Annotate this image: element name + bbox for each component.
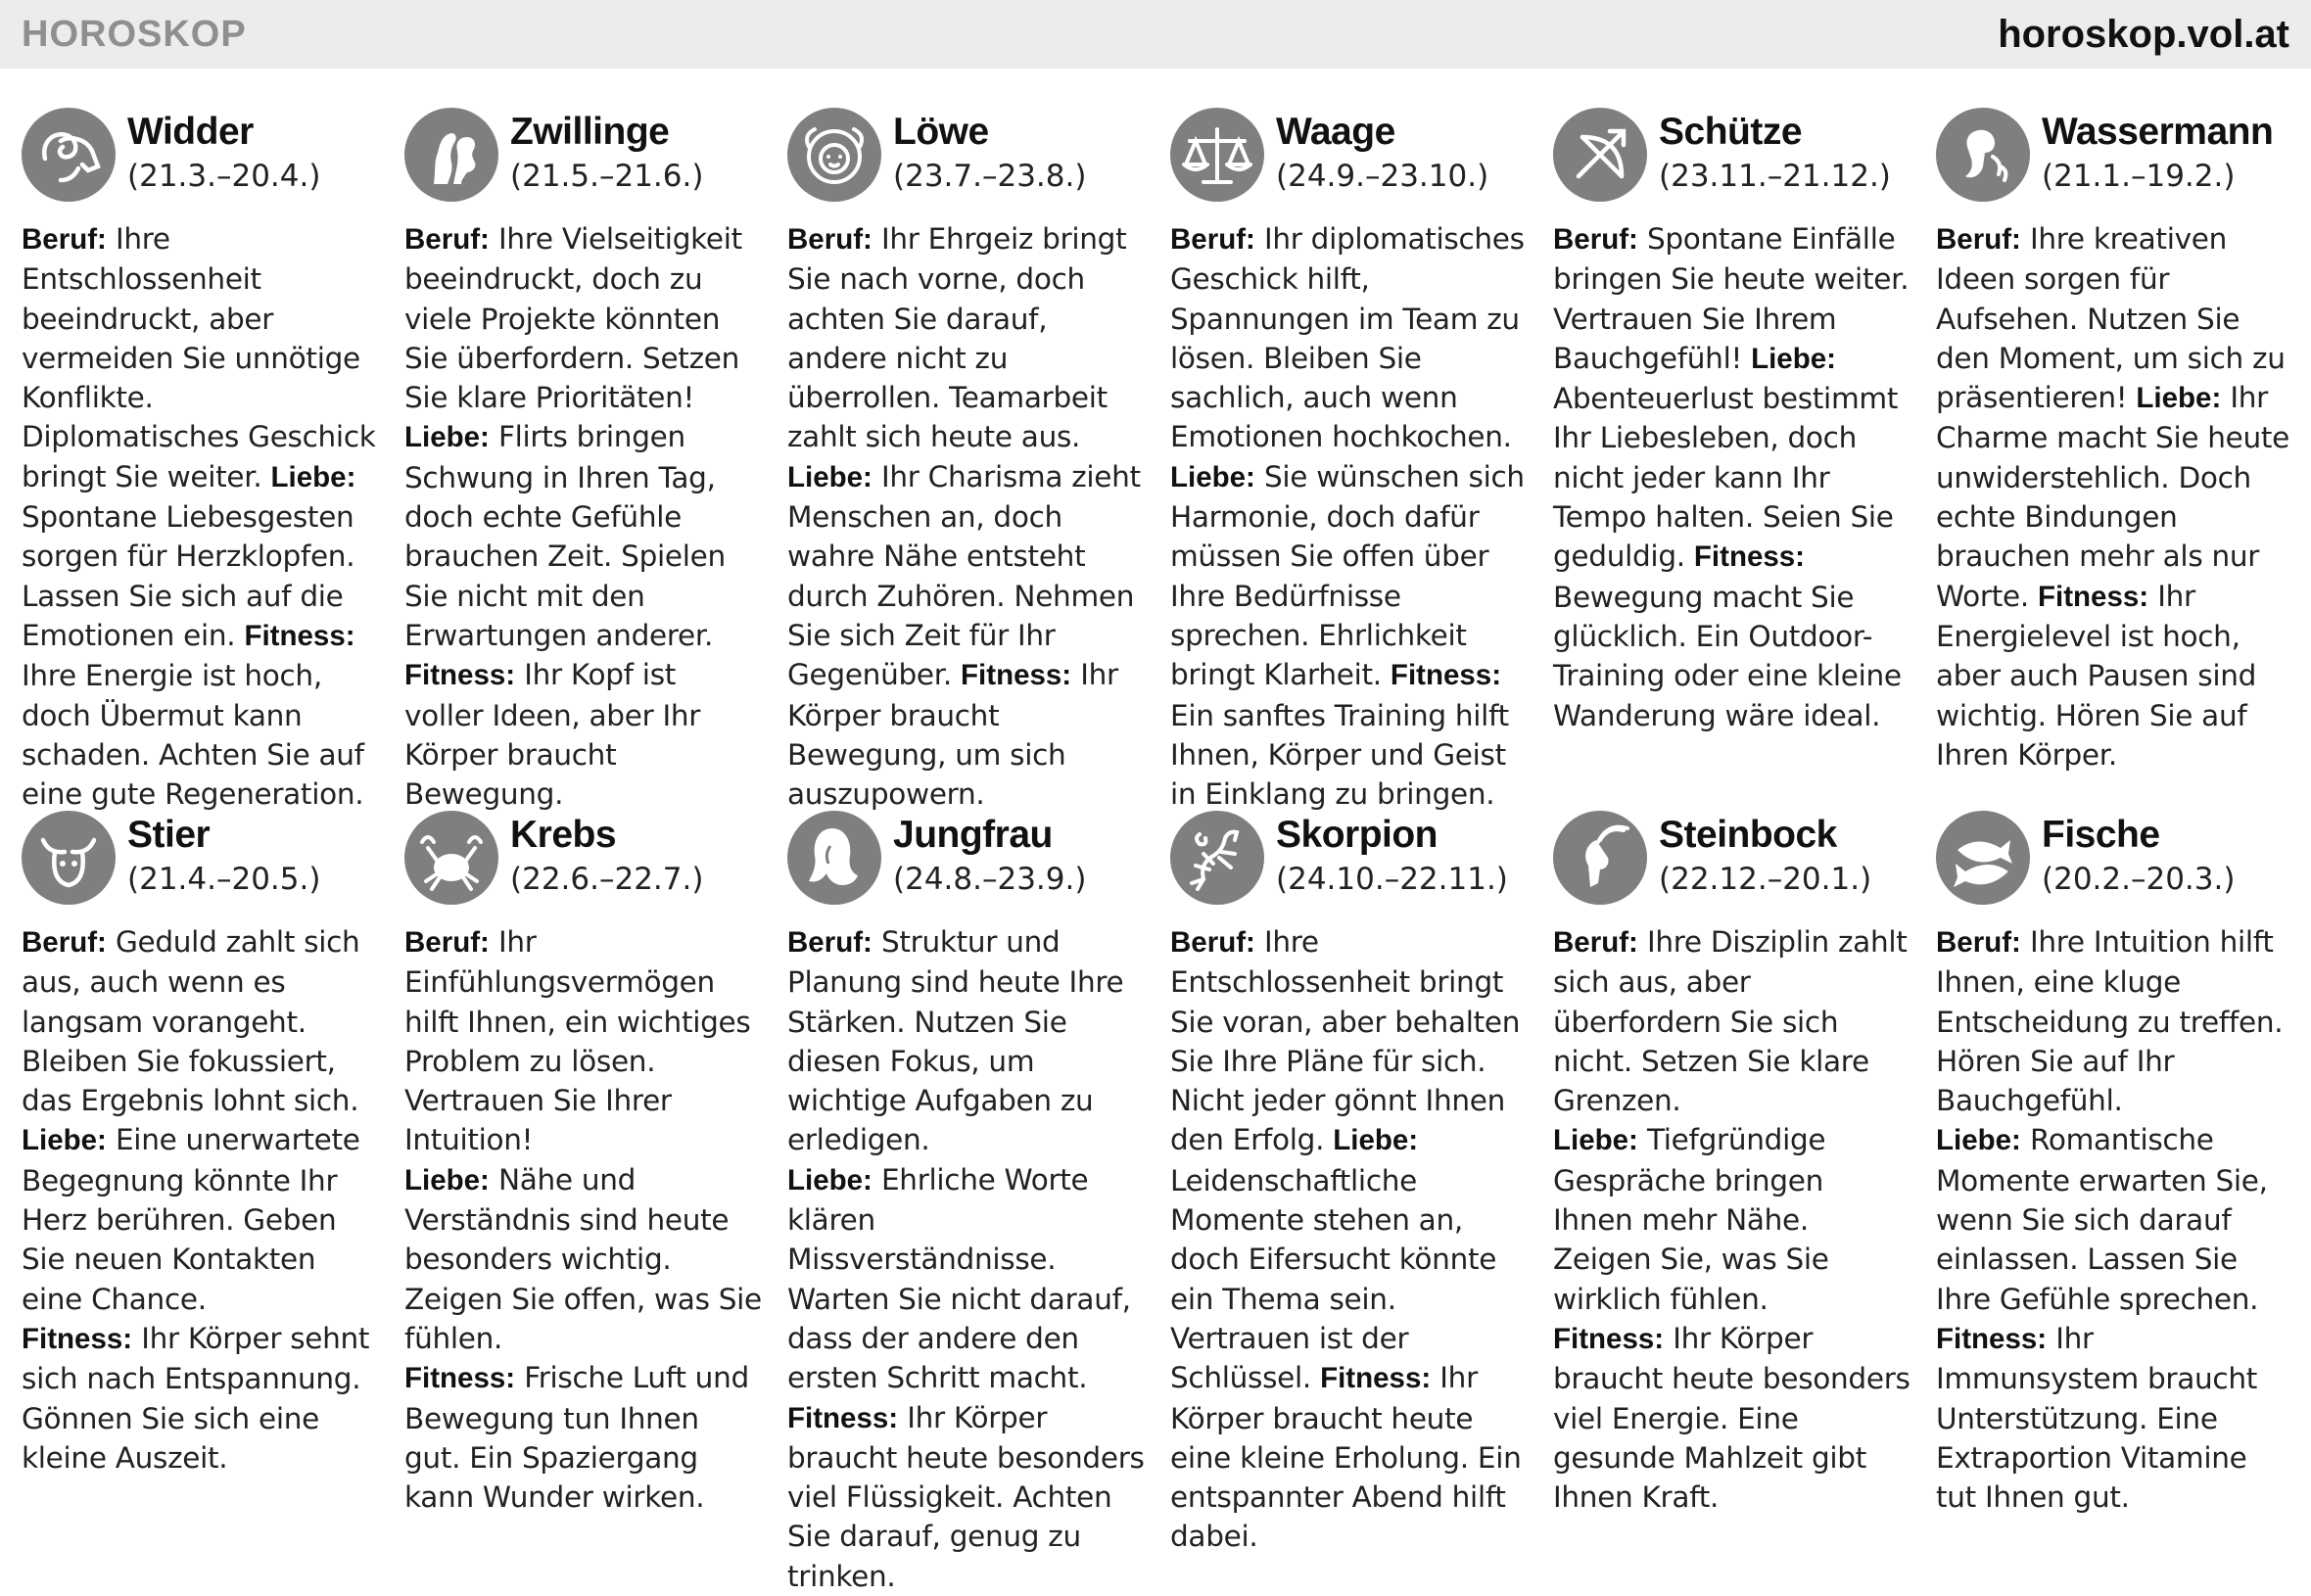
liebe-text: Sie wünschen sich Harmonie, doch dafür müssen Sie offen über Ihre Bedürfnisse sprechen. Ehrlichkeit bringt Klarheit. [1170,459,1525,692]
sign-text [1936,219,2293,775]
label-liebe: Liebe: [2136,382,2222,415]
label-liebe: Liebe: [1553,1124,1638,1157]
virgo-maiden-icon [787,811,881,905]
sign-name: Widder [127,111,254,153]
sign-wassermann [1936,106,2293,775]
beruf-text: Spontane Einfälle bringen Sie heute weiter. Vertrauen Sie Ihrem Bauchgefühl! [1553,222,1910,375]
fitness-text: Ihre Energie ist hoch, doch Übermut kann schaden. Achten Sie auf eine gute Regeneration. [22,659,364,812]
liebe-text: Romantische Momente erwarten Sie, wenn Sie sich darauf einlassen. Lassen Sie Ihre Gefühle sprechen. [1936,1123,2268,1316]
label-liebe: Liebe: [1333,1124,1419,1157]
beruf-text: Ihre Entschlossenheit bringt Sie voran, aber behalten Sie Ihre Pläne für sich. Nicht jeder gönnt Ihnen den Erfolg. [1170,925,1521,1157]
beruf-text: Ihre Entschlossenheit beeindruckt, aber vermeiden Sie unnötige Konflikte. Diplomatisches Geschick bringt Sie weiter. [22,222,376,493]
sign-name: Steinbock [1659,814,1837,856]
label-beruf: Beruf: [1170,926,1255,959]
fitness-text: Ihr Kopf ist voller Ideen, aber Ihr Körper braucht Bewegung. [404,658,701,812]
sign-text [22,219,379,814]
sign-dates: (20.2.–20.3.) [2042,862,2236,897]
fitness-text: Ihr Körper braucht heute besonders viel Energie. Eine gesunde Mahlzeit gibt Ihnen Kraft. [1553,1321,1910,1515]
sign-dates: (21.5.–21.6.) [510,159,704,194]
beruf-text: Ihr Einfühlungsvermögen hilft Ihnen, ein wichtiges Problem zu lösen. Vertrauen Sie Ihrer Intuition! [404,925,751,1157]
taurus-bull-icon [22,811,116,905]
beruf-text: Ihr Ehrgeiz bringt Sie nach vorne, doch achten Sie darauf, andere nicht zu überrollen. Teamarbeit zahlt sich heute aus. [787,222,1127,454]
label-fitness: Fitness: [1936,1322,2048,1355]
label-beruf: Beruf: [404,926,490,959]
sign-name: Waage [1276,111,1395,153]
sign-name: Jungfrau [893,814,1053,856]
cancer-crab-icon [404,811,498,905]
sign-steinbock [1553,809,1910,1517]
label-liebe: Liebe: [404,421,490,454]
fitness-text: Ihr Körper braucht heute eine kleine Erholung. Ein entspannter Abend hilft dabei. [1170,1361,1522,1554]
sign-name: Löwe [893,111,989,153]
label-liebe: Liebe: [22,1124,107,1157]
gemini-twins-icon [404,108,498,202]
capricorn-goat-icon [1553,811,1647,905]
sign-text [404,922,762,1517]
aquarius-water-bearer-icon [1936,108,2030,202]
label-beruf: Beruf: [22,926,107,959]
sign-dates: (21.4.–20.5.) [127,862,321,897]
fitness-text: Ihr Körper braucht Bewegung, um sich auszupowern. [787,658,1118,812]
fitness-text: Ihr Körper braucht heute besonders viel Flüssigkeit. Achten Sie darauf, genug zu trinken. [787,1400,1145,1593]
liebe-text: Ihr Charme macht Sie heute unwiderstehlich. Doch echte Bindungen brauchen mehr als nur Worte. [1936,381,2290,613]
pisces-fish-icon [1936,811,2030,905]
label-fitness: Fitness: [787,1401,899,1434]
label-fitness: Fitness: [22,1322,133,1355]
scorpio-scorpion-icon [1170,811,1264,905]
sign-krebs [404,809,762,1517]
sign-name: Fische [2042,814,2160,856]
section-title: HOROSKOP [22,13,247,55]
liebe-text: Nähe und Verständnis sind heute besonders wichtig. Zeigen Sie offen, was Sie fühlen. [404,1162,762,1355]
page-header [0,0,2311,69]
liebe-text: Ihr Charisma zieht Menschen an, doch wahre Nähe entsteht durch Zuhören. Nehmen Sie sich Zeit für Ihr Gegenüber. [787,459,1141,692]
sign-text [404,219,762,814]
label-beruf: Beruf: [1553,926,1638,959]
sign-waage [1170,106,1528,814]
sign-dates: (24.9.–23.10.) [1276,159,1489,194]
leo-lion-icon [787,108,881,202]
sign-text [1936,922,2293,1517]
sign-skorpion [1170,809,1528,1557]
sign-fische [1936,809,2293,1517]
label-beruf: Beruf: [404,223,490,256]
label-beruf: Beruf: [1170,223,1255,256]
label-liebe: Liebe: [404,1163,490,1197]
sign-text [1553,219,1910,735]
beruf-text: Geduld zahlt sich aus, auch wenn es langsam vorangeht. Bleiben Sie fokussiert, das Ergebnis lohnt sich. [22,925,360,1118]
sign-schuetze [1553,106,1910,735]
sign-text [787,922,1145,1596]
label-fitness: Fitness: [1693,540,1806,574]
liebe-text: Eine unerwartete Begegnung könnte Ihr Herz berühren. Geben Sie neuen Kontakten eine Chance. [22,1123,360,1316]
label-beruf: Beruf: [1553,223,1638,256]
label-fitness: Fitness: [1320,1362,1432,1395]
liebe-text: Spontane Liebesgesten sorgen für Herzklopfen. Lassen Sie sich auf die Emotionen ein. [22,500,355,652]
label-liebe: Liebe: [1170,460,1255,493]
beruf-text: Ihre Disziplin zahlt sich aus, aber überfordern Sie sich nicht. Setzen Sie klare Grenzen. [1553,925,1908,1118]
sign-name: Stier [127,814,211,856]
fitness-text: Ihr Immunsystem braucht Unterstützung. Eine Extraportion Vitamine tut Ihnen gut. [1936,1321,2258,1515]
label-liebe: Liebe: [787,1163,873,1197]
label-beruf: Beruf: [787,926,873,959]
sign-loewe [787,106,1145,814]
sign-jungfrau [787,809,1145,1596]
liebe-text: Leidenschaftliche Momente stehen an, doch Eifersucht könnte ein Thema sein. Vertrauen ist der Schlüssel. [1170,1163,1497,1395]
sign-dates: (23.11.–21.12.) [1659,159,1891,194]
sign-text [1170,219,1528,814]
beruf-text: Ihr diplomatisches Geschick hilft, Spannungen im Team zu lösen. Bleiben Sie sachlich, auch wenn Emotionen hochkochen. [1170,222,1525,454]
sagittarius-bow-icon [1553,108,1647,202]
label-liebe: Liebe: [1936,1124,2021,1157]
sign-text [1553,922,1910,1517]
label-fitness: Fitness: [2038,580,2149,613]
sign-name: Krebs [510,814,617,856]
liebe-text: Flirts bringen Schwung in Ihren Tag, doch echte Gefühle brauchen Zeit. Spielen Sie nicht mit den Erwartungen anderer. [404,420,726,652]
label-fitness: Fitness: [244,619,355,652]
sign-name: Wassermann [2042,111,2274,153]
sign-dates: (21.3.–20.4.) [127,159,321,194]
sign-text [1170,922,1528,1557]
sign-name: Skorpion [1276,814,1438,856]
beruf-text: Struktur und Planung sind heute Ihre Stärken. Nutzen Sie diesen Fokus, um wichtige Aufgaben zu erledigen. [787,925,1124,1157]
label-liebe: Liebe: [270,460,356,493]
sign-dates: (21.1.–19.2.) [2042,159,2236,194]
label-fitness: Fitness: [404,1362,516,1395]
sign-dates: (22.12.–20.1.) [1659,862,1872,897]
label-fitness: Fitness: [1553,1322,1665,1355]
fitness-text: Frische Luft und Bewegung tun Ihnen gut. Ein Spaziergang kann Wunder wirken. [404,1361,749,1515]
label-fitness: Fitness: [404,659,516,692]
label-beruf: Beruf: [1936,223,2021,256]
sign-name: Zwillinge [510,111,670,153]
libra-scales-icon [1170,108,1264,202]
label-liebe: Liebe: [787,460,873,493]
liebe-text: Abenteuerlust bestimmt Ihr Liebesleben, doch nicht jeder kann Ihr Tempo halten. Seien Sie geduldig. [1553,382,1899,574]
label-liebe: Liebe: [1751,342,1836,375]
website-url[interactable]: horoskop.vol.at [1998,12,2289,56]
sign-name: Schütze [1659,111,1803,153]
sign-dates: (23.7.–23.8.) [893,159,1087,194]
sign-dates: (22.6.–22.7.) [510,862,704,897]
fitness-text: Ihr Energielevel ist hoch, aber auch Pausen sind wichtig. Hören Sie auf Ihren Körper. [1936,579,2257,772]
fitness-text: Ihr Körper sehnt sich nach Entspannung. Gönnen Sie sich eine kleine Auszeit. [22,1321,370,1475]
label-beruf: Beruf: [1936,926,2021,959]
sign-dates: (24.8.–23.9.) [893,862,1087,897]
beruf-text: Ihre Intuition hilft Ihnen, eine kluge Entscheidung zu treffen. Hören Sie auf Ihr Bauchgefühl. [1936,925,2284,1118]
aries-ram-icon [22,108,116,202]
beruf-text: Ihre Vielseitigkeit beeindruckt, doch zu viele Projekte könnten Sie überfordern. Setzen Sie klare Prioritäten! [404,222,742,415]
sign-zwillinge [404,106,762,814]
sign-text [787,219,1145,814]
fitness-text: Ein sanftes Training hilft Ihnen, Körper und Geist in Einklang zu bringen. [1170,698,1509,812]
liebe-text: Tiefgründige Gespräche bringen Ihnen mehr Nähe. Zeigen Sie, was Sie wirklich fühlen. [1553,1123,1829,1316]
sign-widder [22,106,379,814]
label-beruf: Beruf: [22,223,107,256]
label-fitness: Fitness: [1390,659,1502,692]
beruf-text: Ihre kreativen Ideen sorgen für Aufsehen. Nutzen Sie den Moment, um sich zu präsentieren! [1936,222,2286,415]
label-beruf: Beruf: [787,223,873,256]
sign-text [22,922,379,1478]
sign-dates: (24.10.–22.11.) [1276,862,1508,897]
fitness-text: Bewegung macht Sie glücklich. Ein Outdoor-Training oder eine kleine Wanderung wäre ideal. [1553,580,1902,732]
sign-stier [22,809,379,1478]
label-fitness: Fitness: [961,659,1072,692]
liebe-text: Ehrliche Worte klären Missverständnisse. Warten Sie nicht darauf, dass der andere den ersten Schritt macht. [787,1162,1131,1395]
